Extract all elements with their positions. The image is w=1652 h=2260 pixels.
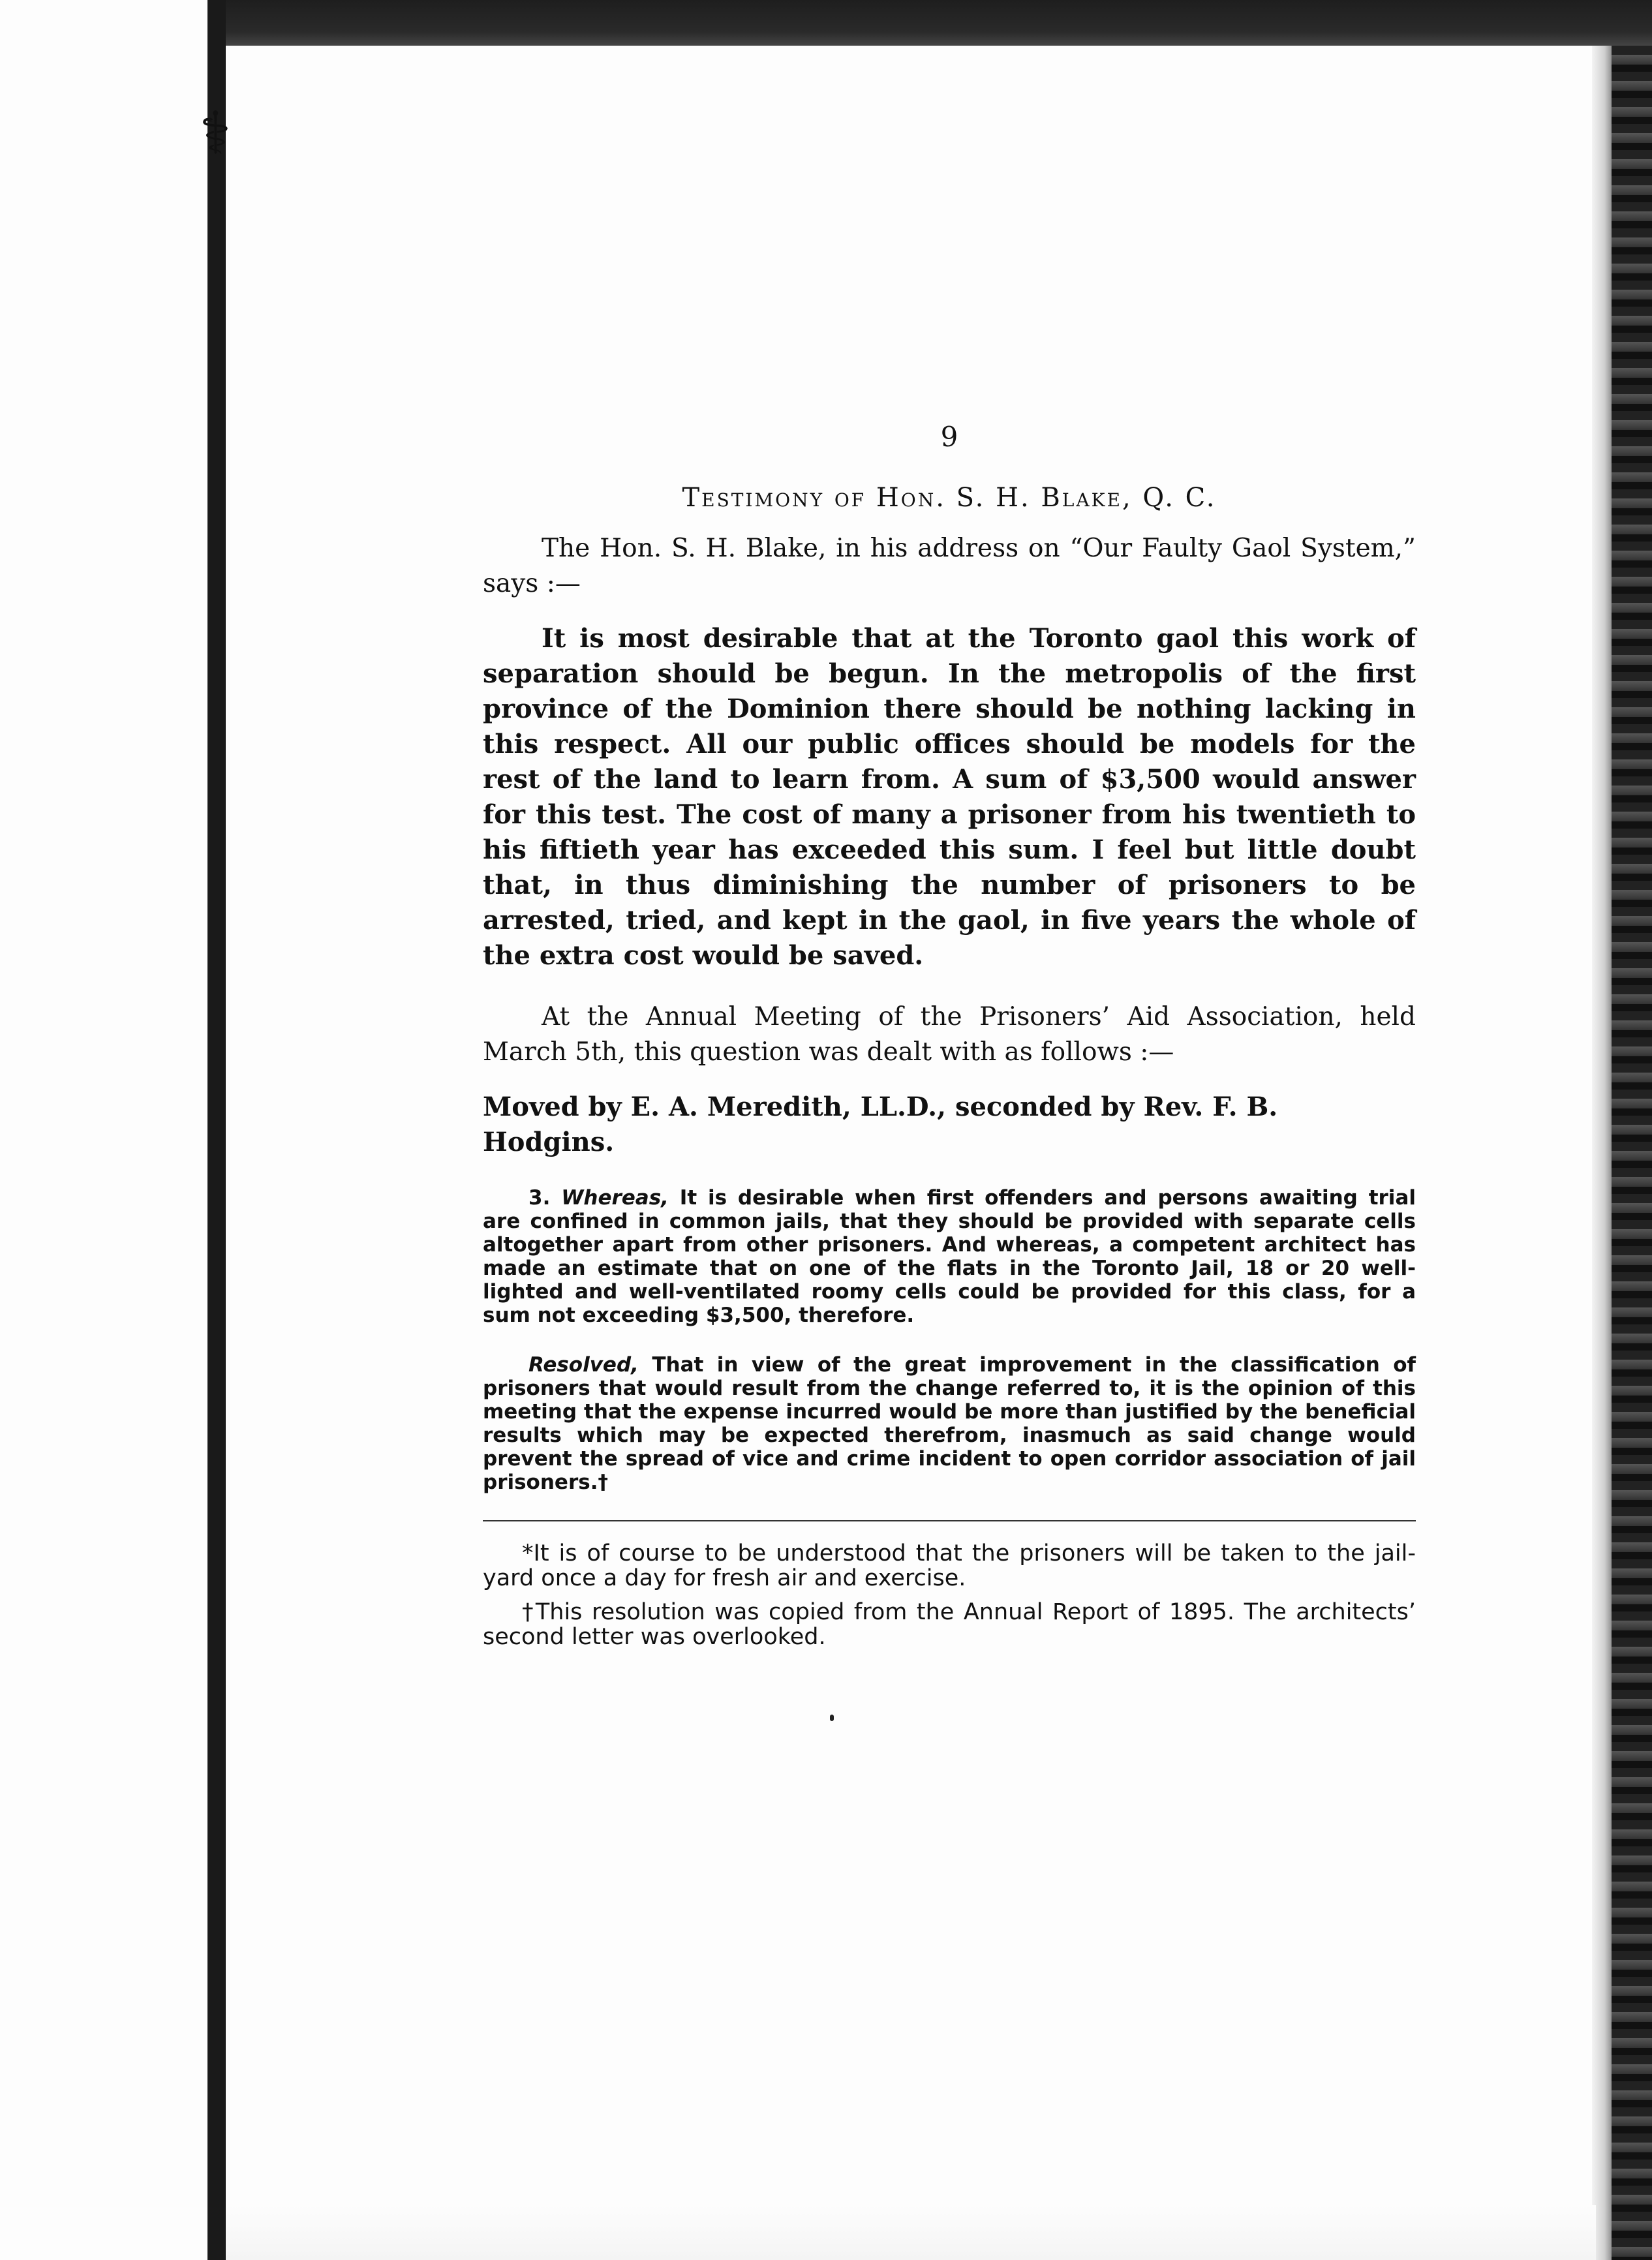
right-page-edge	[1612, 46, 1652, 2260]
binding-gutter	[207, 0, 226, 2260]
resolved-word: Resolved,	[528, 1353, 639, 1377]
motion-line: Moved by E. A. Meredith, LL.D., seconded by Rev. F. B. Hodgins.	[483, 1092, 1278, 1157]
footnote-dagger: †This resolution was copied from the Annual Report of 1895. The architects’ second letter was overlooked.	[483, 1599, 1416, 1650]
whereas-word: Whereas,	[561, 1186, 669, 1210]
footnote-asterisk: *It is of course to be understood that the prisoners will be taken to the jail-yard once a day for fresh air and exercise.	[483, 1540, 1416, 1591]
footnote-divider	[483, 1520, 1416, 1521]
whereas-number: 3.	[528, 1186, 551, 1210]
document-page	[483, 418, 1416, 1658]
binding-clip-icon: ⚕	[199, 99, 232, 168]
resolved-clause	[483, 1353, 1416, 1494]
intro-paragraph: The Hon. S. H. Blake, in his address on “Our Faulty Gaol System,” says :—	[483, 534, 1416, 598]
bottom-page-area	[226, 2205, 1596, 2260]
blake-quote: It is most desirable that at the Toronto gaol this work of separation should be begun. In the metropolis of the first province of the Dominion there should be nothing lacking in this respect. All our public offices should be models for the rest of the land to learn from. A sum of $3,500 would answer for this test. The cost of many a prisoner from his twentieth to his fiftieth year has exceeded this sum. I feel but little doubt that, in thus diminishing the number of prisoners to be arrested, tried, and kept in the gaol, in five years the whole of the extra cost would be saved.	[483, 623, 1416, 971]
whereas-clause	[483, 1186, 1416, 1327]
ink-speck	[830, 1715, 834, 1721]
page-number: 9	[940, 421, 958, 453]
section-heading: Testimony of Hon. S. H. Blake, Q. C.	[682, 483, 1217, 513]
page-edge-shadow	[1592, 46, 1613, 2260]
resolved-text: That in view of the great improvement in the classification of prisoners that would result from the change referred to, it is the opinion of this meeting that the expense incurred would be more than justified by the beneficial results which may be expected therefrom, inasmuch as said change would prevent the spread of vice and crime incident to open corridor association of jail prisoners.†	[483, 1353, 1416, 1494]
meeting-paragraph: At the Annual Meeting of the Prisoners’ Aid Association, held March 5th, this question was dealt with as follows :—	[483, 1002, 1416, 1067]
whereas-text: It is desirable when first offenders and persons awaiting trial are confined in common jails, that they should be provided with separate cells altogether apart from other prisoners. And whereas, a competent architect has made an estimate that on one of the flats in the Toronto Jail, 18 or 20 well-lighted and well-ventilated roomy cells could be provided for this class, for a sum not exceeding $3,500, therefore.	[483, 1186, 1416, 1327]
top-page-edge	[226, 0, 1652, 46]
